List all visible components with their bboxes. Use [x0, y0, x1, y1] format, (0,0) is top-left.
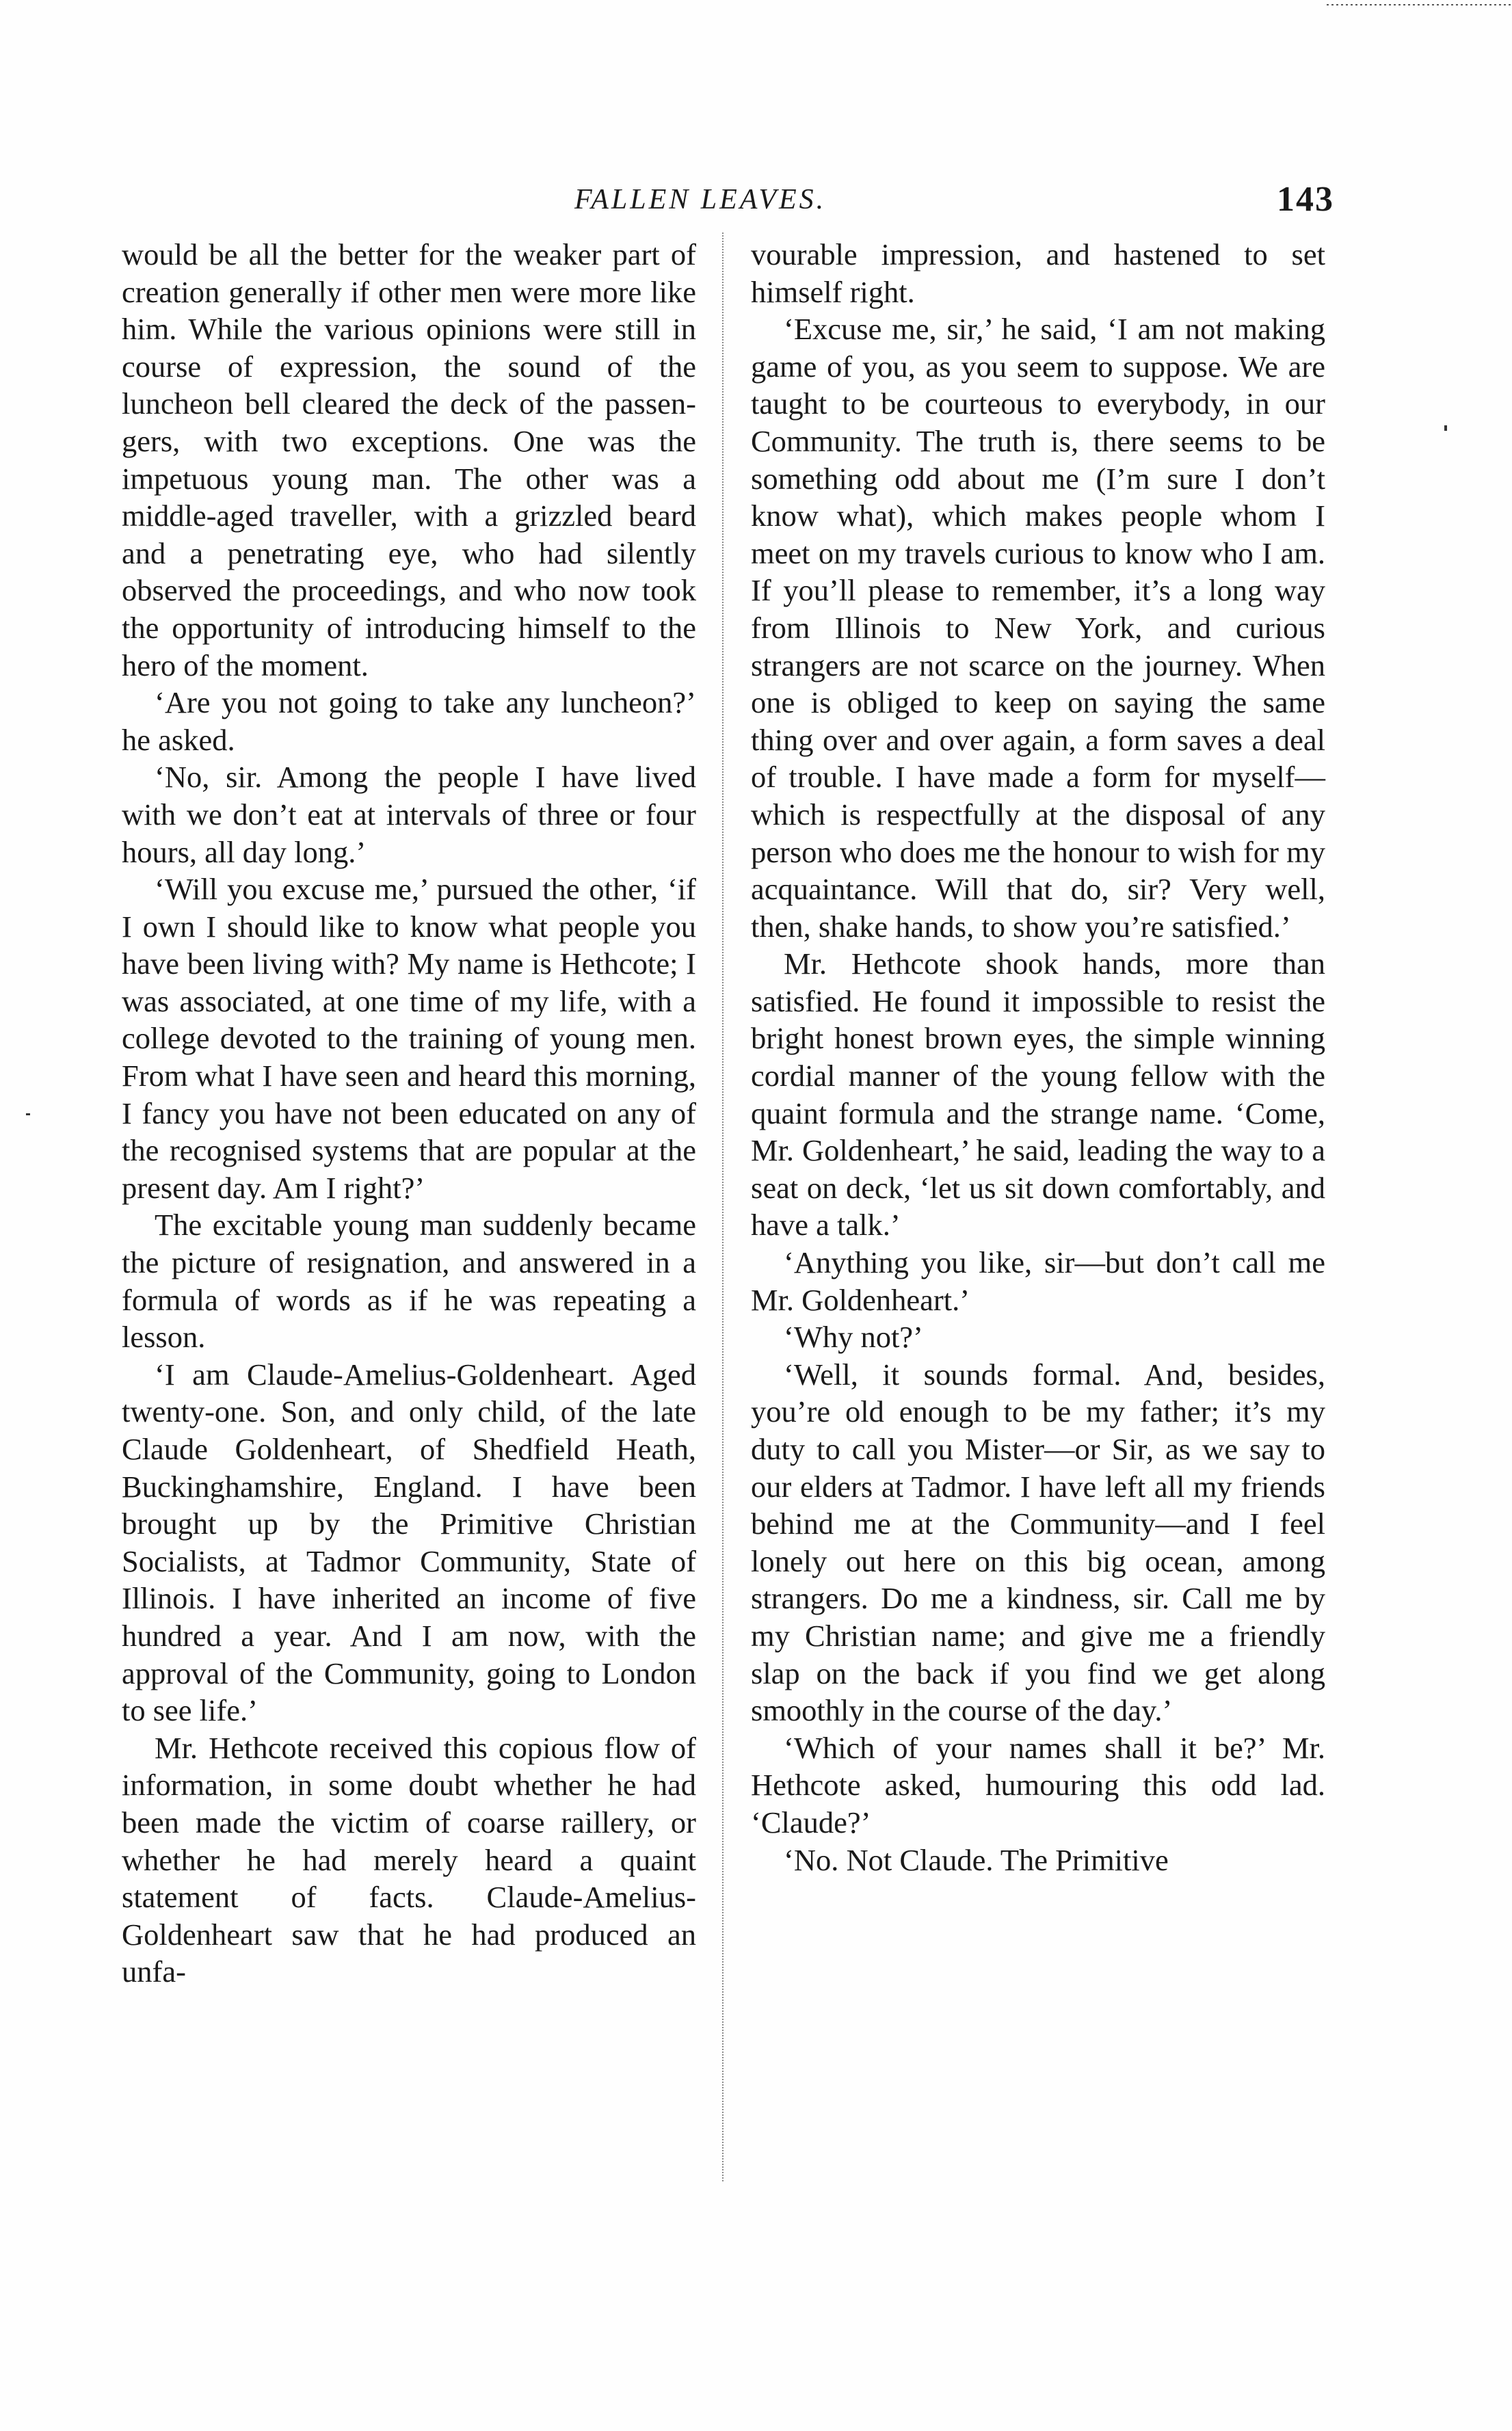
paragraph: ‘Well, it sounds formal. And, besides, you’re old enough to be my father; it’s my duty to call you Mister—or Sir, as we say to our elders at Tadmor. I have left all my friends behind me at the Community—and I feel lonely out here on this big ocean, among strangers. Do me a kindness, sir. Call me by my Christian name; and give me a friendly slap on the back if you find we get along smoothly in the course of the day.’	[751, 1357, 1325, 1728]
paragraph: would be all the better for the weaker part of creation generally if other men were more like him. While the various opinions were still in course of expression, the sound of the luncheon bell cleared the deck of the passengers, with two exceptions. One was the impetuous young man. The other was a middle-aged traveller, with a grizzled beard and a penetrating eye, who had silently observed the proceedings, and who now took the opportunity of introducing himself to the hero of the moment.	[122, 237, 696, 682]
paragraph: ‘Will you excuse me,’ pursued the other, ‘if I own I should like to know what people you have been living with? My name is Hethcote; I was associated, at one time of my life, with a college devoted to the training of young men. From what I have seen and heard this morning, I fancy you have not been educated on any of the recognised systems that are popular at the present day. Am I right?’	[122, 872, 696, 1205]
paragraph: ‘Are you not going to take any luncheon?’ he asked.	[122, 685, 696, 757]
paragraph: ‘No. Not Claude. The Primitive	[784, 1842, 1169, 1877]
scan-edge-rule	[1327, 4, 1512, 5]
paragraph: ‘No, sir. Among the people I have lived with we don’t eat at intervals of three or four hours, all day long.’	[122, 760, 696, 869]
page-number: 143	[1277, 180, 1334, 219]
paragraph: Mr. Hethcote received this copious flow of information, in some doubt whether he had been made the victim of coarse raillery, or whether he had merely heard a quaint statement of facts. Claude-Amelius-Goldenheart saw that he had produced an unfa-	[122, 1730, 696, 1989]
paragraph: ‘Anything you like, sir—but don’t call me Mr. Goldenheart.’	[751, 1245, 1325, 1317]
paragraph: ‘Excuse me, sir,’ he said, ‘I am not making game of you, as you seem to suppose. We are taught to be courteous to everybody, in our Community. The truth is, there seems to be something odd about me (I’m sure I don’t know what), which makes people whom I meet on my travels curious to know who I am. If you’ll please to remember, it’s a long way from Illinois to New York, and curious strangers are not scarce on the journey. When one is obliged to keep on saying the same thing over and over again, a form saves a deal of trouble. I have made a form for myself—which is respectfully at the disposal of any person who does me the honour to wish for my acquaintance. Will that do, sir? Very well, then, shake hands, to show you’re satisfied.’	[751, 312, 1325, 944]
left-column	[122, 236, 696, 1991]
column-divider	[722, 233, 724, 2181]
right-column	[751, 236, 1325, 1878]
paragraph: Mr. Hethcote shook hands, more than satisfied. He found it impossible to resist the bright honest brown eyes, the simple winning cordial manner of the young fellow with the quaint formula and the strange name. ‘Come, Mr. Goldenheart,’ he said, leading the way to a seat on deck, ‘let us sit down comfortably, and have a talk.’	[751, 946, 1325, 1243]
paragraph: ‘I am Claude-Amelius-Goldenheart. Aged twenty-one. Son, and only child, of the late Claude Goldenheart, of Shedfield Heath, Buckinghamshire, England. I have been brought up by the Primitive Christian Socialists, at Tadmor Community, State of Illinois. I have inherited an income of five hundred a year. And I am now, with the approval of the Community, going to London to see life.’	[122, 1357, 696, 1728]
paragraph: ‘Which of your names shall it be?’ Mr. Hethcote asked, humouring this odd lad. ‘Claude?’	[751, 1730, 1325, 1839]
running-title: FALLEN LEAVES.	[574, 184, 827, 215]
paragraph: The excitable young man suddenly became the picture of resignation, and answered in a formula of words as if he was repeating a lesson.	[122, 1208, 696, 1355]
scan-speck	[1444, 425, 1447, 431]
paragraph: ‘Why not?’	[784, 1320, 923, 1355]
paragraph: vourable impression, and hastened to set himself right.	[751, 237, 1325, 309]
scan-speck	[26, 1113, 30, 1115]
